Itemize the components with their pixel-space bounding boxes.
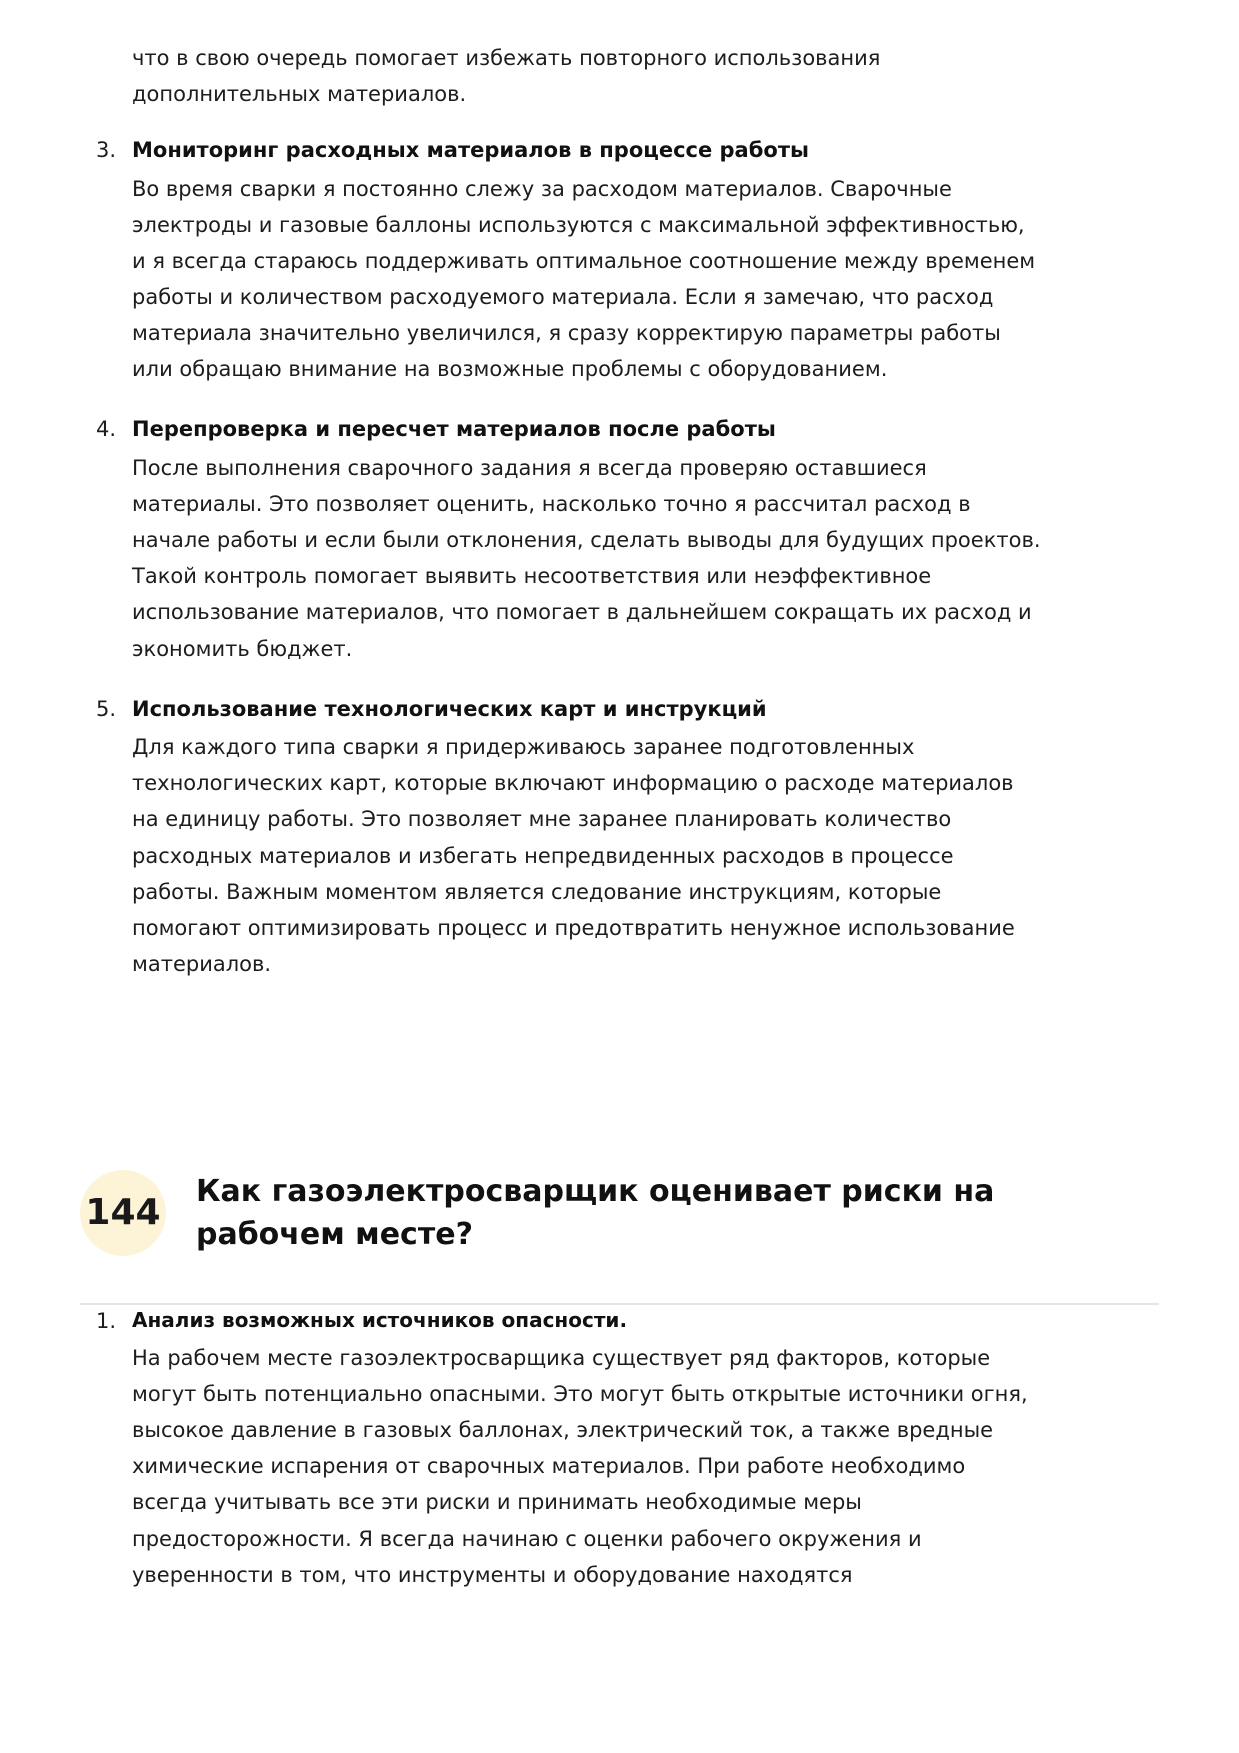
- list-item: [80, 1305, 1159, 1593]
- list-item: [80, 693, 1159, 982]
- list-item: [80, 134, 1159, 387]
- section-spacer: [80, 1008, 1159, 1158]
- list-item-number: 5.: [96, 696, 117, 721]
- question-title: Как газоэлектросварщик оценивает риски на рабочем месте?: [196, 1173, 995, 1253]
- list-item-title: Мониторинг расходных материалов в процессе работы: [132, 138, 809, 163]
- list-item-number: 1.: [96, 1309, 117, 1334]
- list-item-body: После выполнения сварочного задания я всегда проверяю оставшиеся материалы. Это позволяет оценить, насколько точно я рассчитал расход в начале работы и если были отклонения, сделать выводы для будущих проектов. Такой контроль помогает выявить несоответствия или неэффективное использование материалов, что помогает в дальнейшем сокращать их расход и экономить бюджет.: [132, 455, 1041, 661]
- list-item-title: Анализ возможных источников опасности.: [132, 1308, 628, 1333]
- numbered-list-top: [80, 134, 1159, 982]
- intro-paragraph: что в свою очередь помогает избежать повторного использования дополнительных материалов.: [132, 46, 881, 107]
- list-item-body: Во время сварки я постоянно слежу за расходом материалов. Сварочные электроды и газовые баллоны используются с максимальной эффективностью, и я всегда стараюсь поддерживать оптимальное соотношение между временем работы и количеством расходуемого материала. Если я замечаю, что расход материала значительно увеличился, я сразу корректирую параметры работы или обращаю внимание на возможные проблемы с оборудованием.: [132, 176, 1036, 382]
- list-item-number: 3.: [96, 138, 117, 163]
- list-item-number: 4.: [96, 417, 117, 442]
- question-number-badge: 144: [80, 1170, 166, 1256]
- list-item: [80, 413, 1159, 666]
- question-header: [80, 1158, 1159, 1305]
- list-item-body: На рабочем месте газоэлектросварщика существует ряд факторов, которые могут быть потенциально опасными. Это могут быть открытые источники огня, высокое давление в газовых баллонах, электрический ток, а также вредные химические испарения от сварочных материалов. При работе необходимо всегда учитывать все эти риски и принимать необходимые меры предосторожности. Я всегда начинаю с оценки рабочего окружения и уверенности в том, что инструменты и оборудование находятся: [132, 1346, 1028, 1587]
- numbered-list-bottom: [80, 1305, 1159, 1593]
- list-item-title: Использование технологических карт и инструкций: [132, 696, 767, 721]
- list-item-title: Перепроверка и пересчет материалов после работы: [132, 417, 776, 442]
- list-item-body: Для каждого типа сварки я придерживаюсь заранее подготовленных технологических карт, которые включают информацию о расходе материалов на единицу работы. Это позволяет мне заранее планировать количество расходных материалов и избегать непредвиденных расходов в процессе работы. Важным моментом является следование инструкциям, которые помогают оптимизировать процесс и предотвратить ненужное использование материалов.: [132, 735, 1015, 976]
